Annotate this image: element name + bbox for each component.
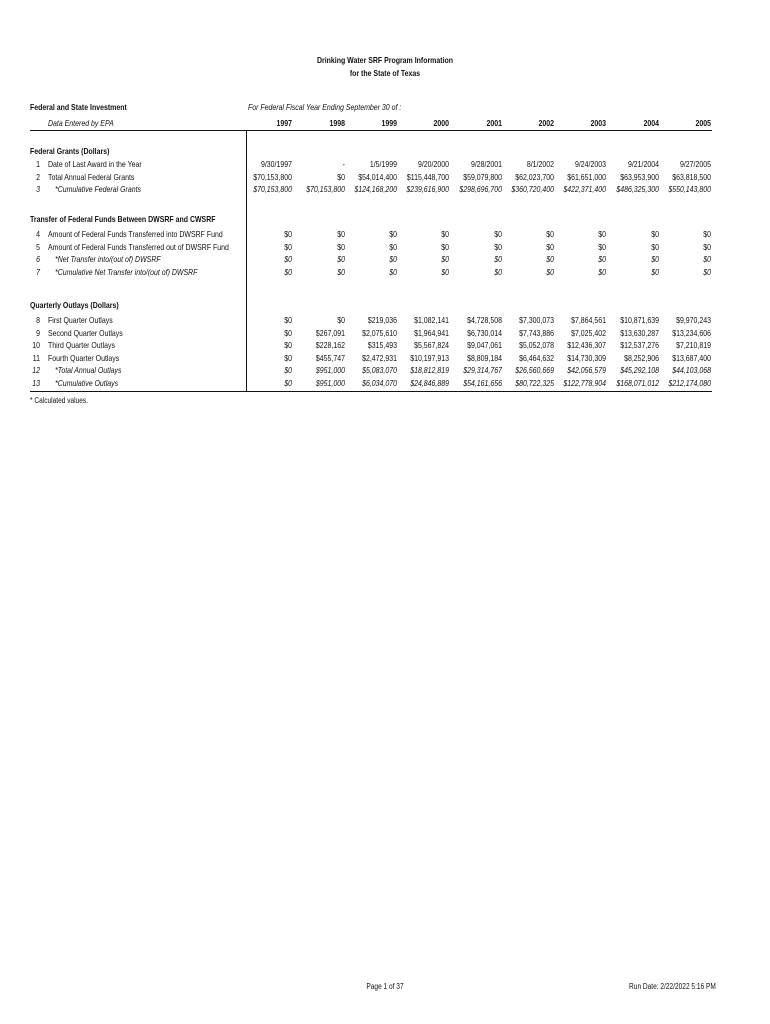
table-cell: $0 (546, 266, 554, 277)
table-cell: $13,630,287 (620, 327, 659, 338)
table-cell: $24,846,889 (410, 378, 449, 388)
table-cell: $7,864,561 (571, 315, 606, 325)
table-cell: $5,083,070 (362, 365, 397, 376)
table-cell: $2,472,931 (362, 352, 397, 363)
table-cell: $0 (284, 327, 292, 338)
table-cell: $12,537,276 (620, 340, 659, 351)
table-cell: $14,730,309 (567, 352, 606, 363)
table-cell: $550,143,800 (668, 184, 711, 195)
table-row (0, 340, 770, 352)
table-cell: $168,071,012 (616, 378, 659, 388)
table-cell: $0 (389, 266, 397, 277)
table-cell: $422,371,400 (563, 184, 606, 195)
table-cell: $44,103,068 (672, 365, 711, 376)
table-row (0, 267, 770, 279)
table-cell: $0 (284, 254, 292, 265)
table-cell: $0 (651, 229, 659, 239)
table-cell: $0 (703, 241, 711, 252)
table-cell: $0 (284, 378, 292, 388)
table-cell: $0 (441, 229, 449, 239)
table-cell: $80,722,325 (515, 378, 554, 388)
table-cell: $0 (284, 315, 292, 325)
table-cell: $0 (337, 315, 345, 325)
table-cell: $0 (284, 241, 292, 252)
table-cell: $42,056,579 (567, 365, 606, 376)
table-cell: 9/30/1997 (260, 159, 292, 169)
table-cell: $486,325,300 (616, 184, 659, 195)
row-number: 8 (36, 315, 40, 325)
table-cell: $8,809,184 (467, 352, 502, 363)
table-cell: $239,616,900 (406, 184, 449, 195)
table-row (0, 378, 770, 390)
table-cell: $6,730,014 (467, 327, 502, 338)
year-header: 2001 (486, 118, 502, 128)
table-cell: $0 (337, 254, 345, 265)
table-cell: $7,300,073 (519, 315, 554, 325)
table-cell: $0 (284, 340, 292, 351)
table-row (0, 365, 770, 377)
run-date: Run Date: 2/22/2022 5:16 PM (629, 982, 716, 991)
table-row (0, 328, 770, 340)
table-cell: 9/27/2005 (679, 159, 711, 169)
row-number: 5 (36, 241, 40, 252)
table-cell: $0 (337, 266, 345, 277)
table-cell: $0 (703, 229, 711, 239)
table-cell: $228,162 (315, 340, 345, 351)
year-header: 2000 (433, 118, 449, 128)
table-cell: $0 (546, 241, 554, 252)
table-cell: 1/5/1999 (369, 159, 397, 169)
table-row (0, 242, 770, 254)
data-source-label: Data Entered by EPA (48, 118, 114, 128)
table-cell: $0 (494, 266, 502, 277)
table-row (0, 172, 770, 184)
table-cell: $0 (598, 266, 606, 277)
report-subtitle: for the State of Texas (349, 68, 421, 78)
table-cell: $45,292,108 (620, 365, 659, 376)
row-number: 4 (36, 229, 40, 239)
table-cell: $455,747 (315, 352, 345, 363)
table-cell: $0 (389, 229, 397, 239)
row-number: 7 (36, 266, 40, 277)
row-label: Third Quarter Outlays (48, 340, 116, 351)
table-cell: $5,567,824 (414, 340, 449, 351)
table-row (0, 353, 770, 365)
table-cell: $0 (389, 241, 397, 252)
row-number: 3 (36, 184, 40, 195)
table-cell: $26,560,669 (515, 365, 554, 376)
table-cell: $0 (651, 254, 659, 265)
table-cell: $267,091 (315, 327, 345, 338)
table-bottom-border (30, 391, 712, 392)
table-cell: 9/28/2001 (470, 159, 502, 169)
table-row (0, 315, 770, 327)
table-cell: $61,651,000 (567, 171, 606, 182)
table-cell: $70,153,800 (253, 184, 292, 195)
table-cell: $0 (598, 229, 606, 239)
table-cell: $59,079,800 (463, 171, 502, 182)
section-title: Quarterly Outlays (Dollars) (30, 300, 119, 310)
table-cell: $298,696,700 (459, 184, 502, 195)
table-cell: $13,687,400 (672, 352, 711, 363)
table-cell: 9/21/2004 (627, 159, 659, 169)
table-cell: $360,720,400 (511, 184, 554, 195)
row-label: Fourth Quarter Outlays (48, 352, 120, 363)
table-cell: $0 (546, 229, 554, 239)
table-cell: $0 (441, 241, 449, 252)
table-cell: 9/20/2000 (417, 159, 449, 169)
table-cell: $0 (284, 365, 292, 376)
row-number: 9 (36, 327, 40, 338)
table-cell: $7,743,886 (519, 327, 554, 338)
table-cell: $0 (494, 254, 502, 265)
footnote: * Calculated values. (30, 396, 88, 405)
table-cell: $13,234,606 (672, 327, 711, 338)
section-title: Federal Grants (Dollars) (30, 146, 110, 156)
table-cell: $122,778,904 (563, 378, 606, 388)
table-cell: $0 (441, 266, 449, 277)
table-cell: $0 (494, 229, 502, 239)
row-label: Second Quarter Outlays (48, 327, 123, 338)
report-title: Drinking Water SRF Program Information (316, 55, 454, 65)
row-number: 1 (36, 159, 40, 169)
table-row (0, 254, 770, 266)
row-label: Total Annual Federal Grants (48, 171, 135, 182)
year-header: 1998 (329, 118, 345, 128)
section-header-investment: Federal and State Investment (30, 102, 127, 112)
table-cell: $70,153,800 (306, 184, 345, 195)
table-cell: $315,493 (367, 340, 397, 351)
table-cell: $9,047,061 (467, 340, 502, 351)
row-label: *Cumulative Federal Grants (55, 184, 142, 195)
table-cell: $0 (651, 241, 659, 252)
row-label: Date of Last Award in the Year (48, 159, 142, 169)
table-cell: $1,082,141 (414, 315, 449, 325)
table-cell: $10,197,913 (410, 352, 449, 363)
table-cell: $951,000 (315, 365, 345, 376)
table-cell: $54,014,400 (358, 171, 397, 182)
table-cell: $12,436,307 (567, 340, 606, 351)
table-cell: $0 (598, 254, 606, 265)
row-number: 6 (36, 254, 40, 265)
row-label: *Cumulative Outlays (55, 378, 119, 388)
table-cell: $9,970,243 (676, 315, 711, 325)
table-cell: $2,075,610 (362, 327, 397, 338)
table-cell: $0 (337, 241, 345, 252)
table-cell: $29,314,767 (463, 365, 502, 376)
table-cell: $18,812,819 (410, 365, 449, 376)
row-number: 2 (36, 171, 40, 182)
row-label: Amount of Federal Funds Transferred into DWSRF Fund (48, 229, 223, 239)
year-header: 2002 (538, 118, 554, 128)
section-title: Transfer of Federal Funds Between DWSRF and CWSRF (30, 214, 216, 224)
row-number: 10 (32, 340, 40, 351)
table-cell: $212,174,080 (668, 378, 711, 388)
table-cell: $115,448,700 (406, 171, 449, 182)
table-cell: $0 (441, 254, 449, 265)
table-cell: $0 (389, 254, 397, 265)
table-cell: $62,023,700 (515, 171, 554, 182)
table-cell: $0 (703, 266, 711, 277)
table-cell: $7,210,819 (676, 340, 711, 351)
table-cell: $0 (337, 229, 345, 239)
year-header: 2003 (590, 118, 606, 128)
table-cell: $951,000 (315, 378, 345, 388)
table-cell: $1,964,941 (414, 327, 449, 338)
table-cell: $0 (284, 229, 292, 239)
row-number: 12 (32, 365, 40, 376)
row-label: *Total Annual Outlays (55, 365, 122, 376)
table-cell: 8/1/2002 (526, 159, 554, 169)
year-header: 2004 (643, 118, 659, 128)
page-number: Page 1 of 37 (366, 982, 404, 991)
table-cell: $0 (703, 254, 711, 265)
row-label: *Cumulative Net Transfer into/(out of) DWSRF (55, 266, 198, 277)
table-cell: $0 (284, 266, 292, 277)
table-cell: $0 (546, 254, 554, 265)
header-divider (30, 130, 712, 131)
table-cell: $5,052,078 (519, 340, 554, 351)
table-cell: $0 (598, 241, 606, 252)
table-cell: $0 (494, 241, 502, 252)
year-header: 2005 (695, 118, 711, 128)
table-cell: $63,953,900 (620, 171, 659, 182)
table-cell: $8,252,906 (624, 352, 659, 363)
fiscal-year-note: For Federal Fiscal Year Ending September 30 of : (248, 102, 402, 112)
table-cell: 9/24/2003 (574, 159, 606, 169)
table-cell: $0 (337, 171, 345, 182)
row-number: 11 (32, 352, 40, 363)
table-cell: $4,728,508 (467, 315, 502, 325)
table-cell: $6,464,632 (519, 352, 554, 363)
row-number: 13 (32, 378, 40, 388)
table-cell: $7,025,402 (571, 327, 606, 338)
table-cell: $0 (284, 352, 292, 363)
table-cell: $6,034,070 (362, 378, 397, 388)
row-label: First Quarter Outlays (48, 315, 113, 325)
table-cell: $124,168,200 (354, 184, 397, 195)
table-cell: $219,036 (367, 315, 397, 325)
row-label: *Net Transfer into/(out of) DWSRF (55, 254, 161, 265)
table-row (0, 229, 770, 241)
table-cell: $0 (651, 266, 659, 277)
table-cell: $63,818,500 (672, 171, 711, 182)
table-row (0, 159, 770, 171)
table-row (0, 184, 770, 196)
table-cell: $10,871,639 (620, 315, 659, 325)
table-cell: - (342, 159, 345, 169)
year-header: 1999 (381, 118, 397, 128)
row-label: Amount of Federal Funds Transferred out of DWSRF Fund (48, 241, 229, 252)
table-cell: $70,153,800 (253, 171, 292, 182)
year-header: 1997 (276, 118, 292, 128)
table-cell: $54,161,656 (463, 378, 502, 388)
